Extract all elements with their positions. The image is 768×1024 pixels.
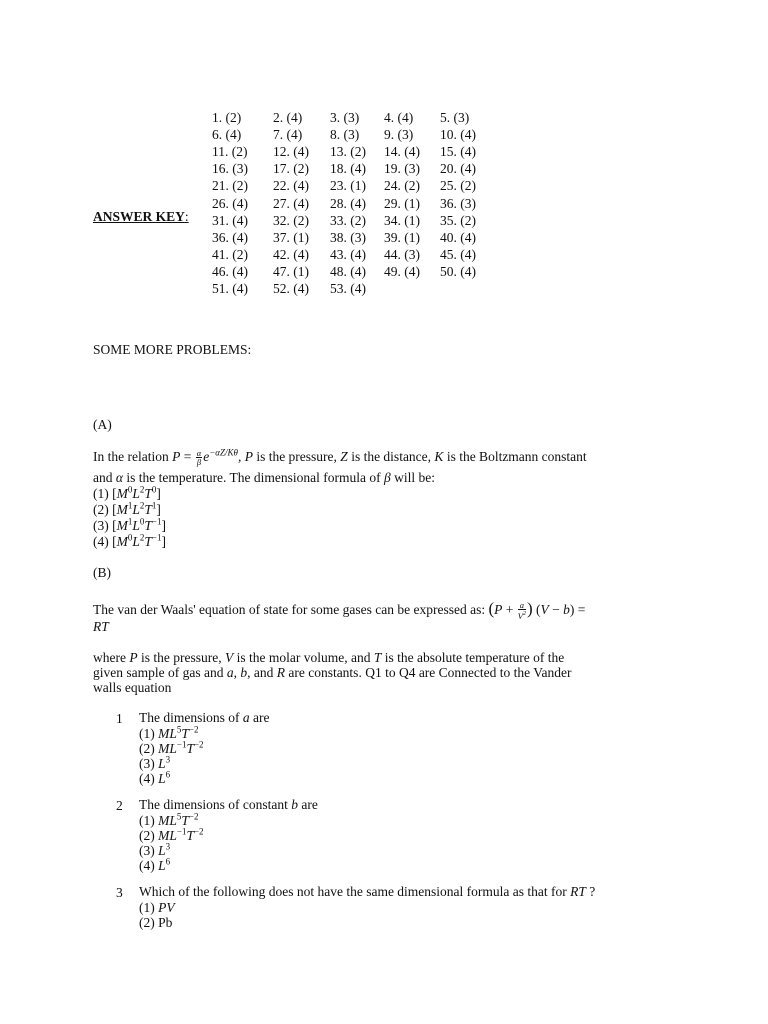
section-b-intro: The van der Waals' equation of state for some gases can be expressed as: (P + $\frac{a}{V^2}$ ) (V − b) =: [93, 599, 586, 622]
answer-key-cell: 21. (2): [212, 178, 248, 194]
question-2-option-1: (1) $ML^5T^{-2}$: [139, 811, 199, 828]
answer-key-cell: 10. (4): [440, 127, 476, 143]
answer-key-cell: 7. (4): [273, 127, 303, 143]
section-b-where-line-2: given sample of gas and a, b, and R are constants. Q1 to Q4 are Connected to the Vander: [93, 665, 572, 680]
question-2-option-4: (4) $L^6$: [139, 856, 171, 873]
answer-key-cell: 36. (3): [440, 195, 476, 211]
answer-key-cell: 13. (2): [330, 144, 366, 160]
question-2-option-3: (3) $L^3$: [139, 841, 171, 858]
answer-key-cell: 48. (4): [330, 263, 366, 279]
answer-key-cell: 42. (4): [273, 246, 309, 262]
question-3-number: 3: [116, 885, 123, 900]
answer-key-cell: 40. (4): [440, 229, 476, 245]
answer-key-cell: 19. (3): [384, 161, 420, 177]
question-1-text: The dimensions of a are: [139, 710, 270, 725]
answer-key-cell: 34. (1): [384, 212, 420, 228]
question-3-option-2: (2) Pb: [139, 915, 173, 930]
answer-key-cell: 11. (2): [212, 144, 248, 160]
answer-key-cell: 36. (4): [212, 229, 248, 245]
answer-key-cell: 50. (4): [440, 263, 476, 279]
section-a-line-2: and α is the temperature. The dimensional formula of β will be:: [93, 470, 436, 485]
question-1-option-3: (3) $L^3$: [139, 754, 171, 771]
answer-key-cell: 44. (3): [384, 246, 420, 262]
section-a-option-3: (3) $[M^1L^0T^{-1}]$: [93, 516, 166, 533]
question-3-option-1: (1) PV: [139, 900, 175, 915]
answer-key-cell: 51. (4): [212, 281, 248, 296]
answer-key-cell: 45. (4): [440, 246, 476, 262]
answer-key-cell: 53. (4): [330, 281, 366, 296]
answer-key-cell: 14. (4): [384, 144, 420, 160]
answer-key-cell: 18. (4): [330, 161, 366, 177]
section-a-line-1: In the relation P = $\frac{\alpha}{\beta}$ $e^{-\alpha Z/K\theta}$, P is the pressure, Z is the distance, K is the Boltzmann constant: [93, 447, 587, 468]
answer-key-cell: 9. (3): [384, 127, 414, 143]
answer-key-cell: 2. (4): [273, 110, 303, 125]
answer-key-cell: 17. (2): [273, 161, 309, 177]
answer-key-cell: 4. (4): [384, 110, 414, 125]
answer-key-cell: 1. (2): [212, 110, 242, 125]
answer-key-cell: 3. (3): [330, 110, 360, 125]
answer-key-cell: 12. (4): [273, 144, 309, 160]
question-1-option-2: (2) $ML^{-1}T^{-2}$: [139, 739, 204, 756]
question-2-option-2: (2) $ML^{-1}T^{-2}$: [139, 826, 204, 843]
section-a-option-4: (4) $[M^0L^2T^{-1}]$: [93, 532, 166, 549]
answer-key-cell: 26. (4): [212, 195, 248, 211]
answer-key-cell: 52. (4): [273, 281, 309, 296]
answer-key-cell: 46. (4): [212, 263, 248, 279]
answer-key-cell: 16. (3): [212, 161, 248, 177]
fraction-a-v2: $\frac{a}{V^2}$: [517, 600, 526, 622]
answer-key-cell: 15. (4): [440, 144, 476, 160]
question-1-option-1: (1) $ML^5T^{-2}$: [139, 724, 199, 741]
answer-key-cell: 31. (4): [212, 212, 248, 228]
answer-key-cell: 29. (1): [384, 195, 420, 211]
question-1-option-4: (4) $L^6$: [139, 769, 171, 786]
answer-key-cell: 32. (2): [273, 212, 309, 228]
answer-key-cell: 39. (1): [384, 229, 420, 245]
answer-key-cell: 23. (1): [330, 178, 366, 194]
section-b-rt: RT: [93, 619, 109, 634]
section-a-option-1: (1) $[M^0L^2T^0]$: [93, 484, 161, 501]
answer-key-cell: 24. (2): [384, 178, 420, 194]
answer-key-cell: 33. (2): [330, 212, 366, 228]
answer-key-cell: 8. (3): [330, 127, 360, 143]
fraction-alpha-beta: $\frac{\alpha}{\beta}$: [196, 448, 202, 468]
question-2-number: 2: [116, 798, 123, 813]
answer-key-cell: 22. (4): [273, 178, 309, 194]
answer-key-cell: 6. (4): [212, 127, 242, 143]
section-b-where-line-3: walls equation: [93, 680, 172, 695]
answer-key-cell: 37. (1): [273, 229, 309, 245]
answer-key-cell: 27. (4): [273, 195, 309, 211]
answer-key-cell: 5. (3): [440, 110, 470, 125]
section-a-label: (A): [93, 417, 112, 432]
answer-key-label: ANSWER KEY:: [93, 209, 189, 224]
question-2-text: The dimensions of constant b are: [139, 797, 318, 812]
question-3-text: Which of the following does not have the same dimensional formula as that for RT ?: [139, 884, 596, 899]
answer-key-cell: 43. (4): [330, 246, 366, 262]
answer-key-cell: 28. (4): [330, 195, 366, 211]
answer-key-cell: 35. (2): [440, 212, 476, 228]
answer-key-cell: 47. (1): [273, 263, 309, 279]
section-b-label: (B): [93, 565, 111, 580]
answer-key-cell: 38. (3): [330, 229, 366, 245]
more-problems-heading: SOME MORE PROBLEMS:: [93, 342, 252, 357]
question-1-number: 1: [116, 711, 123, 726]
answer-key-cell: 20. (4): [440, 161, 476, 177]
answer-key-cell: 41. (2): [212, 246, 248, 262]
answer-key-cell: 49. (4): [384, 263, 420, 279]
section-b-where-line-1: where P is the pressure, V is the molar volume, and T is the absolute temperature of the: [93, 650, 565, 665]
answer-key-cell: 25. (2): [440, 178, 476, 194]
section-a-option-2: (2) $[M^1L^2T^1]$: [93, 500, 161, 517]
